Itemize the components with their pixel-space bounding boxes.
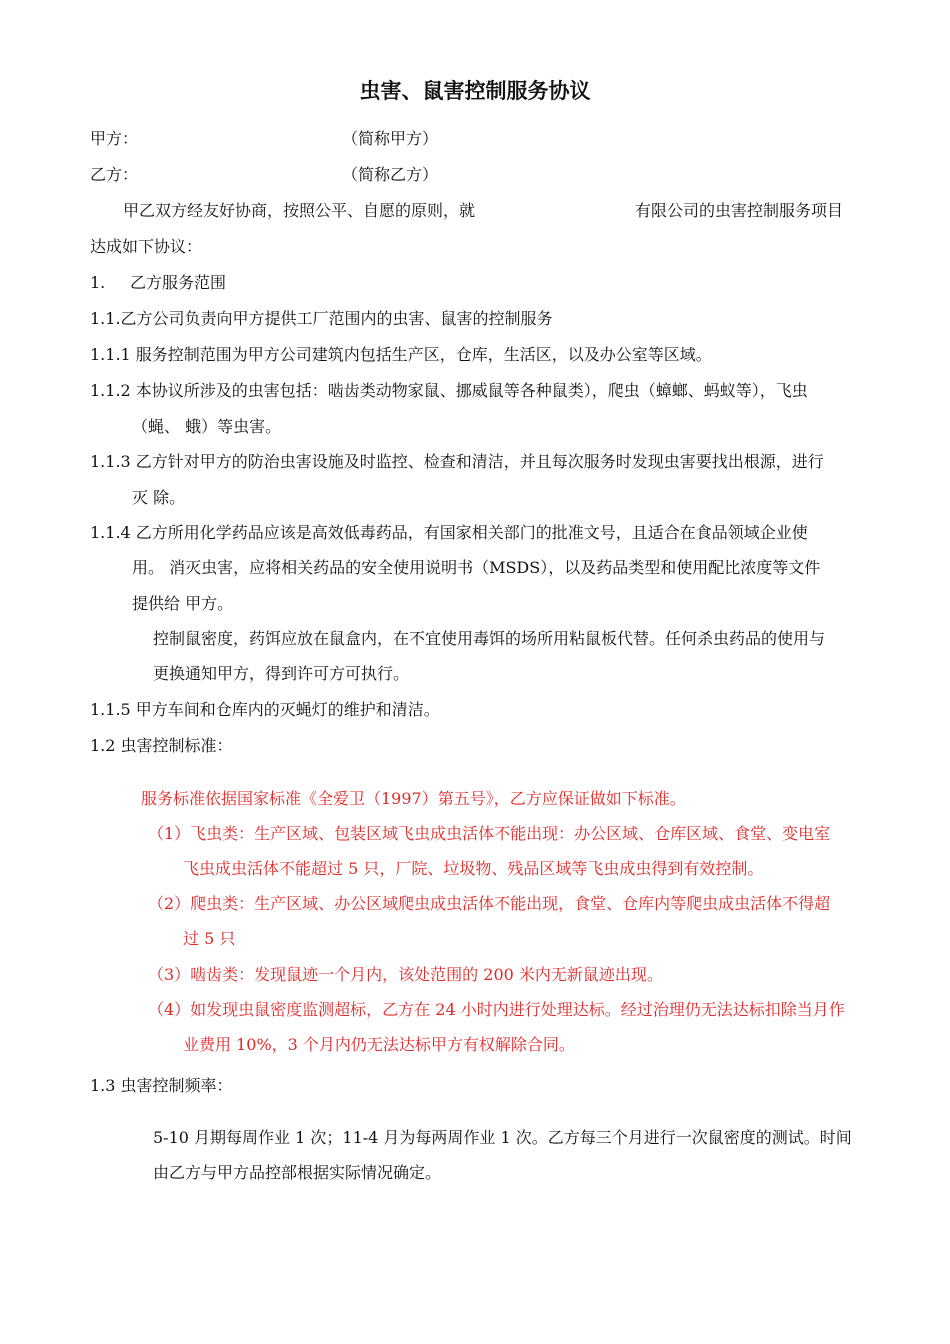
intro-part1: 甲乙双方经友好协商，按照公平、自愿的原则，就 xyxy=(123,201,476,220)
clause-1-1-4-line3: 提供给 甲方。 xyxy=(132,594,234,613)
clause-1-1-2-line1: 1.1.2 本协议所涉及的虫害包括：啮齿类动物家鼠、挪威鼠等各种鼠类），爬虫（蟑螂、蚂蚁等），飞虫 xyxy=(90,381,808,400)
clause-1-1-3-line2: 灭 除。 xyxy=(132,488,186,507)
section1-number: 1. xyxy=(90,273,106,292)
standard-item1-line1: （1）飞虫类：生产区域、包装区域飞虫成虫活体不能出现：办公区域、仓库区域、食堂、变电室 xyxy=(148,824,831,843)
clause-1-1-2-line2: （蝇、 蛾）等虫害。 xyxy=(132,417,282,436)
party-a-label: 甲方： xyxy=(90,129,139,148)
clause-1-1-4-line5: 更换通知甲方，得到许可方可执行。 xyxy=(153,664,410,683)
standard-item1-line2: 飞虫成虫活体不能超过 5 只，厂院、垃圾物、残品区域等飞虫成虫得到有效控制。 xyxy=(183,859,764,878)
clause-1-3-title: 1.3 虫害控制频率： xyxy=(90,1076,233,1095)
clause-1-1: 1.1.乙方公司负责向甲方提供工厂范围内的虫害、鼠害的控制服务 xyxy=(90,309,553,328)
clause-1-1-1: 1.1.1 服务控制范围为甲方公司建筑内包括生产区，仓库，生活区，以及办公室等区域。 xyxy=(90,345,712,364)
clause-1-1-4-line2: 用。 消灭虫害，应将相关药品的安全使用说明书（MSDS），以及药品类型和使用配比浓度等文件 xyxy=(132,558,821,577)
clause-1-2-title: 1.2 虫害控制标准： xyxy=(90,736,233,755)
clause-1-1-4-line4: 控制鼠密度，药饵应放在鼠盒内，在不宜使用毒饵的场所用粘鼠板代替。任何杀虫药品的使用与 xyxy=(153,629,826,648)
standard-item4-line1: （4）如发现虫鼠密度监测超标，乙方在 24 小时内进行处理达标。经过治理仍无法达标扣除当月作 xyxy=(148,1000,845,1019)
intro-part2: 有限公司的虫害控制服务项目 xyxy=(635,201,844,220)
party-b-note: （简称乙方） xyxy=(342,165,439,184)
party-a-note: （简称甲方） xyxy=(342,129,439,148)
standard-item2-line1: （2）爬虫类：生产区域、办公区域爬虫成虫活体不能出现，食堂、仓库内等爬虫成虫活体不得超 xyxy=(148,894,831,913)
clause-1-1-4-line1: 1.1.4 乙方所用化学药品应该是高效低毒药品，有国家相关部门的批准文号，且适合在食品领域企业使 xyxy=(90,523,808,542)
frequency-line1: 5-10 月期每周作业 1 次；11-4 月为每两周作业 1 次。乙方每三个月进行一次鼠密度的测试。时间 xyxy=(153,1128,852,1147)
standard-item4-line2: 业费用 10%，3 个月内仍无法达标甲方有权解除合同。 xyxy=(183,1035,575,1054)
standard-item3: （3）啮齿类：发现鼠迹一个月内，该处范围的 200 米内无新鼠迹出现。 xyxy=(148,965,663,984)
document-title: 虫害、鼠害控制服务协议 xyxy=(359,78,591,103)
frequency-line2: 由乙方与甲方品控部根据实际情况确定。 xyxy=(153,1163,442,1182)
section1-title: 乙方服务范围 xyxy=(130,273,227,292)
intro-line2: 达成如下协议： xyxy=(90,237,203,256)
party-b-label: 乙方： xyxy=(90,165,139,184)
standard-statement: 服务标准依据国家标准《全爱卫（1997）第五号》，乙方应保证做如下标准。 xyxy=(141,789,686,808)
clause-1-1-3-line1: 1.1.3 乙方针对甲方的防治虫害设施及时监控、检查和清洁，并且每次服务时发现虫害要找出根源，进行 xyxy=(90,452,824,471)
clause-1-1-5: 1.1.5 甲方车间和仓库内的灭蝇灯的维护和清洁。 xyxy=(90,700,440,719)
standard-item2-line2: 过 5 只 xyxy=(183,929,236,948)
